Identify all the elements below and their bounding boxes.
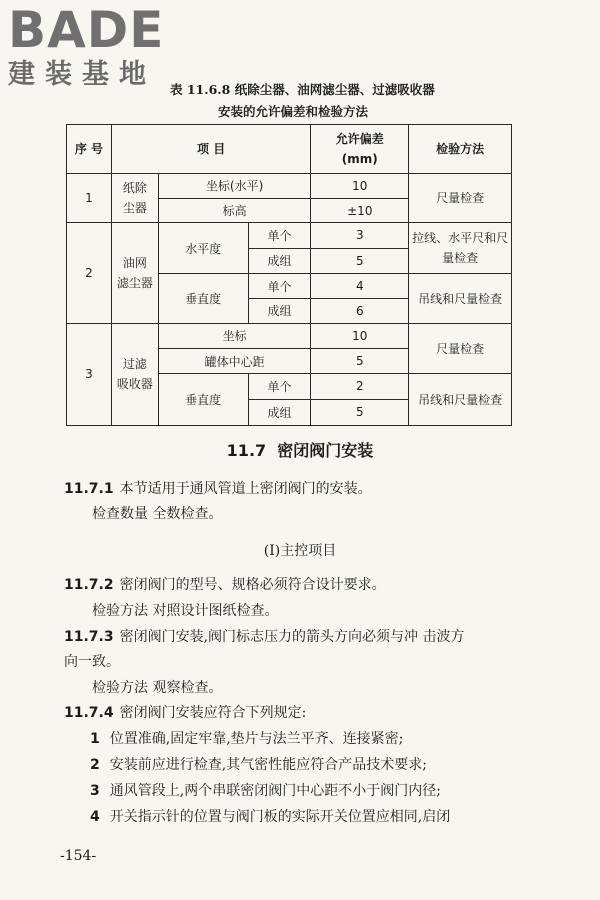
cell-subitem: 成组 — [248, 399, 311, 425]
cell-subitem: 成组 — [248, 248, 311, 273]
clause-number: 11.7.2 — [64, 577, 114, 593]
cell-value: ±10 — [311, 198, 409, 222]
clause-number: 11.7.3 — [64, 629, 114, 645]
cell-value: 5 — [311, 348, 409, 373]
section-title — [0, 438, 600, 461]
cell-seq: 1 — [67, 173, 112, 223]
cell-value: 10 — [311, 173, 409, 198]
cell-subitem: 单个 — [248, 374, 311, 399]
cell-group: 油网 滤尘器 — [111, 223, 158, 323]
section-number: 11.7 — [226, 441, 267, 460]
table-title: 表 11.6.8 纸除尘器、油网滤尘器、过滤吸收器 — [170, 82, 435, 97]
cell-group: 过滤 吸收器 — [111, 323, 158, 425]
cell-method: 吊线和尺量检查 — [409, 374, 512, 426]
table-subtitle: 安装的允许偏差和检验方法 — [218, 104, 369, 119]
logo — [8, 1, 168, 92]
list-item: 4 开关指示针的位置与阀门板的实际开关位置应相同,启闭 — [90, 809, 451, 825]
cell-value: 4 — [311, 273, 409, 298]
cell-value: 3 — [311, 223, 409, 248]
cell-value: 2 — [311, 374, 409, 399]
cell-subitem: 成组 — [248, 299, 311, 323]
cell-method: 尺量检查 — [409, 323, 512, 374]
cell-subitem: 单个 — [248, 223, 311, 248]
cell-value: 10 — [311, 323, 409, 348]
cell-value: 5 — [311, 399, 409, 425]
cell-value: 6 — [311, 299, 409, 323]
clause-text: 密闭阀门的型号、规格必须符合设计要求。 — [119, 577, 386, 593]
cell-item: 坐标(水平) — [158, 173, 311, 198]
cell-item: 水平度 — [158, 223, 248, 274]
cell-item: 垂直度 — [158, 374, 248, 426]
clause-number: 11.7.4 — [64, 705, 114, 721]
table-row — [67, 323, 512, 348]
header-method: 检验方法 — [409, 125, 512, 174]
cell-method: 拉线、水平尺和尺 量检查 — [409, 223, 512, 274]
tolerance-table — [66, 124, 512, 426]
list-item: 2 安装前应进行检查,其气密性能应符合产品技术要求; — [90, 757, 427, 773]
cell-method: 吊线和尺量检查 — [409, 273, 512, 323]
cell-seq: 3 — [67, 323, 112, 425]
section-heading: 密闭阀门安装 — [277, 441, 374, 460]
cell-subitem: 单个 — [248, 273, 311, 298]
header-item: 项 目 — [111, 125, 310, 174]
clause-11-7-1-check: 检查数量 全数检查。 — [92, 506, 223, 522]
clause-text: 本节适用于通风管道上密闭阀门的安装。 — [119, 481, 372, 497]
cell-seq: 2 — [67, 223, 112, 323]
cell-method: 尺量检查 — [409, 173, 512, 223]
clause-11-7-4 — [64, 702, 306, 722]
header-tolerance: 允许偏差 (mm) — [311, 125, 409, 174]
clause-11-7-2 — [64, 574, 386, 594]
clause-11-7-3-cont: 向一致。 — [64, 654, 120, 670]
cell-item: 罐体中心距 — [158, 348, 311, 373]
list-item: 3 通风管段上,两个串联密闭阀门中心距不小于阀门内径; — [90, 783, 441, 799]
clause-11-7-3-check: 检验方法 观察检查。 — [92, 680, 223, 696]
logo-subtitle: 建装基地 — [8, 59, 156, 90]
cell-group: 纸除 尘器 — [111, 173, 158, 223]
clause-text: 密闭阀门安装应符合下列规定: — [119, 705, 307, 721]
page-number: -154- — [60, 848, 97, 864]
logo-word: BADE — [8, 1, 165, 59]
clause-text: 密闭阀门安装,阀门标志压力的箭头方向必须与冲 击波方 — [119, 629, 465, 645]
clause-number: 11.7.1 — [64, 481, 114, 497]
cell-item: 坐标 — [158, 323, 311, 348]
cell-item: 标高 — [158, 198, 311, 222]
clause-11-7-1 — [64, 478, 372, 498]
clause-11-7-2-check: 检验方法 对照设计图纸检查。 — [92, 603, 279, 619]
list-item: 1 位置准确,固定牢靠,垫片与法兰平齐、连接紧密; — [90, 731, 404, 747]
cell-value: 5 — [311, 248, 409, 273]
table-row — [67, 223, 512, 248]
header-seq: 序 号 — [67, 125, 112, 174]
clause-11-7-3 — [64, 626, 465, 646]
subsection-title: (Ⅰ)主控项目 — [263, 543, 337, 559]
table-header-row — [67, 125, 512, 174]
cell-item: 垂直度 — [158, 273, 248, 323]
table-row — [67, 173, 512, 198]
